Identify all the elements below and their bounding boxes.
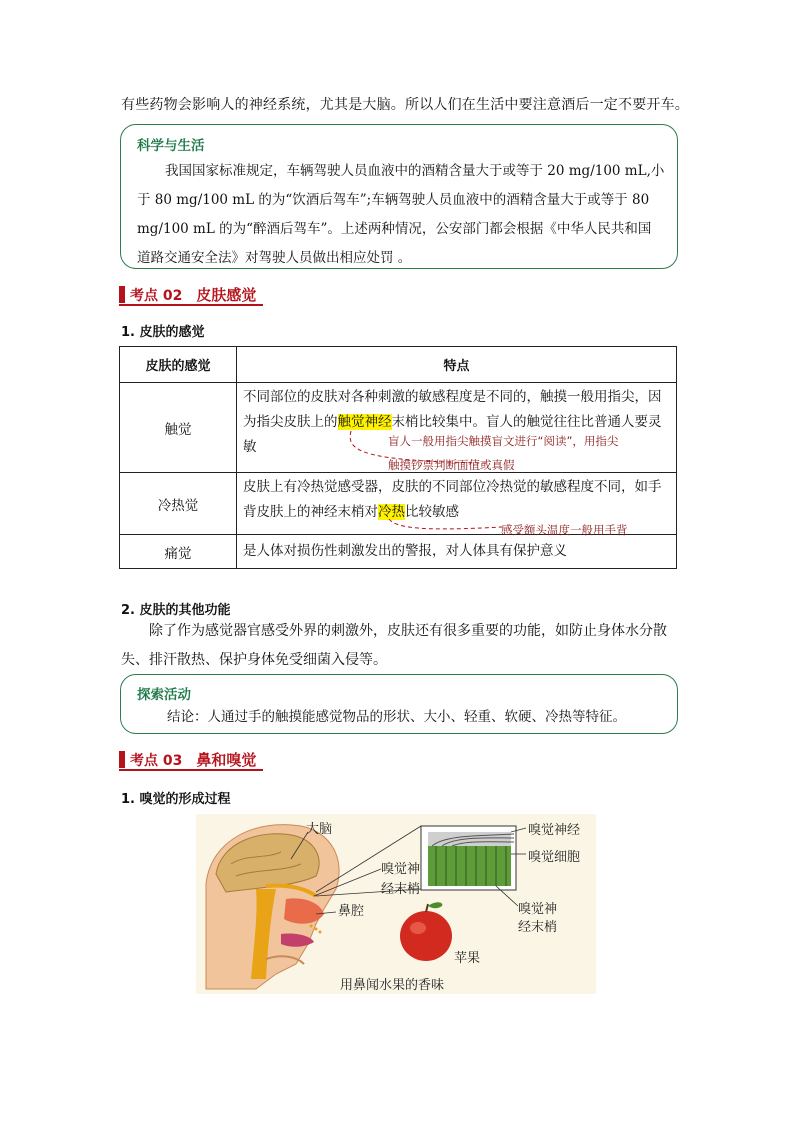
sense-description [237,535,677,569]
science-life-title: 科学与生活 [137,138,205,154]
label-apple: 苹果 [454,951,481,966]
table-header: 特点 [237,347,677,383]
skin-sense-table [119,346,677,569]
desc-text: 不同部位的皮肤对各种刺激的敏感程度是不同的，触摸一般用指尖，因为指尖皮肤上的 [243,389,662,430]
label-olfactory-cell: 嗅觉细胞 [528,850,581,865]
table-header-row [120,347,677,383]
table-header: 皮肤的感觉 [120,347,237,383]
explore-activity-box [120,674,678,734]
sense-name: 冷热觉 [120,473,237,535]
section-03-heading [119,750,263,771]
section-marker [119,286,125,303]
section-title: 鼻和嗅觉 [196,751,257,769]
subheading-smell-process: 1. 嗅觉的形成过程 [121,792,231,807]
label-olfactory-nerve: 嗅觉神经 [528,823,581,838]
table-row [120,473,677,535]
sense-description [237,473,677,535]
section-title: 皮肤感觉 [196,286,257,304]
highlighted-term: 冷热 [378,504,405,520]
label-brain: 大脑 [306,822,333,837]
smell-formation-figure [196,814,596,994]
section-number: 考点 03 [130,752,183,769]
subheading-other-functions: 2. 皮肤的其他功能 [121,603,231,618]
annotation-note: 盲人一般用指尖触摸盲文进行“阅读”，用指尖 [388,434,619,448]
label-olfactory-nerve-end-right-2: 经末梢 [518,920,558,935]
other-functions-text: 除了作为感觉器官感受外界的刺激外，皮肤还有很多重要的功能，如防止身体水分散失、排汗散热、保护身体免受细菌入侵等。 [121,623,667,668]
science-line: 我国国家标准规定，车辆驾驶人员血液中的酒精含量大于或等于 20 mg/100 mL,小 [165,163,665,179]
sense-name: 触觉 [120,383,237,473]
sense-description [237,383,677,473]
section-02-heading [119,285,263,306]
science-line: 道路交通安全法》对驾驶人员做出相应处罚 。 [137,250,412,266]
desc-text: 是人体对损伤性刺激发出的警报，对人体具有保护意义 [243,543,567,559]
science-life-box [120,124,678,269]
section-number: 考点 02 [130,287,183,304]
desc-text: 比较敏感 [405,504,459,520]
desc-text: 皮肤上有冷热觉感受器，皮肤的不同部位冷热觉的敏感程度不同，如手背皮肤上的神经末梢对 [243,479,662,520]
science-line: 于 80 mg/100 mL 的为“饮酒后驾车”;车辆驾驶人员血液中的酒精含量大于或等于 80 [137,192,650,208]
subheading-skin-senses: 1. 皮肤的感觉 [121,325,205,340]
label-nasal-cavity: 鼻腔 [338,904,365,919]
science-line: mg/100 mL 的为“醉酒后驾车”。上述两种情况，公安部门都会根据《中华人民共和国 [137,221,652,237]
explore-activity-text: 结论：人通过手的触摸能感觉物品的形状、大小、轻重、软硬、冷热等特征。 [167,709,626,725]
table-row [120,383,677,473]
sense-name: 痛觉 [120,535,237,569]
desc-text: 末梢比较集中。盲人的触觉往往比普通人要灵敏 [243,414,662,455]
figure-caption: 用鼻闻水果的香味 [340,978,445,993]
highlighted-term: 触觉神经 [337,414,392,430]
annotation-note: 触摸钞票判断面值或真假 [388,458,515,472]
label-olfactory-nerve-end-left-2: 经末梢 [381,882,421,897]
label-olfactory-nerve-end-right-1: 嗅觉神 [518,902,558,917]
table-row [120,535,677,569]
annotation-note: 感受额头温度一般用手背 [501,523,628,537]
intro-text: 有些药物会影响人的神经系统，尤其是大脑。所以人们在生活中要注意酒后一定不要开车。 [121,97,689,113]
section-marker [119,751,125,768]
label-olfactory-nerve-end-left-1: 嗅觉神 [381,862,421,877]
explore-activity-title: 探索活动 [137,687,191,703]
science-life-body [137,157,667,273]
